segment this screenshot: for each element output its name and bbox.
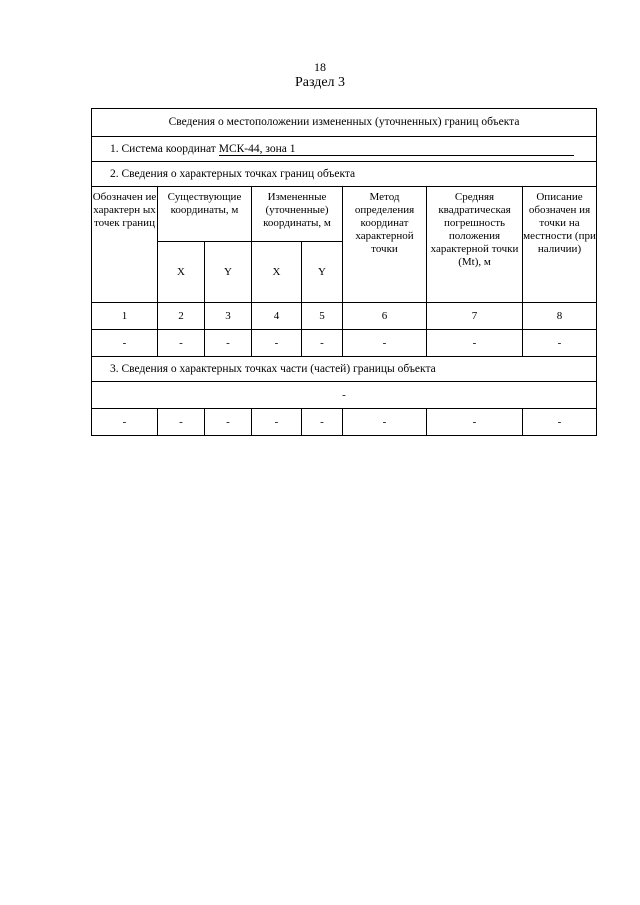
table-cell: - bbox=[343, 409, 427, 436]
section-title: Раздел 3 bbox=[294, 75, 346, 90]
part-section-title: 3. Сведения о характерных точках части (частей) границы объекта bbox=[92, 357, 597, 382]
header-method: Метод определения координат характерной точки bbox=[343, 187, 427, 303]
table-title: Сведения о местоположении измененных (уточненных) границ объекта bbox=[92, 109, 597, 137]
header-description: Описание обозначен ия точки на местности (при наличии) bbox=[523, 187, 597, 303]
header-changed-coords: Измененные (уточненные) координаты, м bbox=[252, 187, 343, 242]
table-cell: - bbox=[158, 409, 205, 436]
header-designation: Обозначен ие характерн ых точек границ bbox=[92, 187, 158, 303]
table-cell: - bbox=[523, 330, 597, 357]
header-changed-y: Y bbox=[302, 242, 343, 303]
table-row bbox=[92, 330, 597, 357]
header-changed-x: X bbox=[252, 242, 302, 303]
coord-system-row bbox=[92, 137, 597, 162]
table-cell: - bbox=[302, 330, 343, 357]
coord-system-value-line bbox=[219, 143, 574, 156]
column-number: 5 bbox=[302, 303, 343, 330]
table-row bbox=[92, 409, 597, 436]
table-cell: - bbox=[92, 330, 158, 357]
header-accuracy: Средняя квадратическая погрешность положения характерной точки (Mt), м bbox=[427, 187, 523, 303]
page-number: 18 bbox=[314, 60, 326, 74]
table-cell: - bbox=[205, 409, 252, 436]
table-cell: - bbox=[252, 409, 302, 436]
table-cell: - bbox=[427, 330, 523, 357]
column-number: 8 bbox=[523, 303, 597, 330]
header-existing-y: Y bbox=[205, 242, 252, 303]
boundary-table bbox=[91, 108, 597, 436]
header-existing-x: X bbox=[158, 242, 205, 303]
table-cell: - bbox=[523, 409, 597, 436]
column-number: 6 bbox=[343, 303, 427, 330]
header-existing-coords: Существующие координаты, м bbox=[158, 187, 252, 242]
table-cell: - bbox=[302, 409, 343, 436]
part-blank-cell: - bbox=[92, 382, 597, 409]
table-cell: - bbox=[427, 409, 523, 436]
table-cell: - bbox=[343, 330, 427, 357]
column-number: 3 bbox=[205, 303, 252, 330]
points-section-title: 2. Сведения о характерных точках границ объекта bbox=[92, 162, 597, 187]
column-number: 4 bbox=[252, 303, 302, 330]
table-cell: - bbox=[205, 330, 252, 357]
coord-system-label: 1. Система координат bbox=[110, 142, 216, 155]
table-cell: - bbox=[158, 330, 205, 357]
column-number: 7 bbox=[427, 303, 523, 330]
column-number: 1 bbox=[92, 303, 158, 330]
coord-system-value: МСК-44, зона 1 bbox=[218, 142, 296, 155]
column-number-row bbox=[92, 303, 597, 330]
column-number: 2 bbox=[158, 303, 205, 330]
table-cell: - bbox=[252, 330, 302, 357]
table-cell: - bbox=[92, 409, 158, 436]
